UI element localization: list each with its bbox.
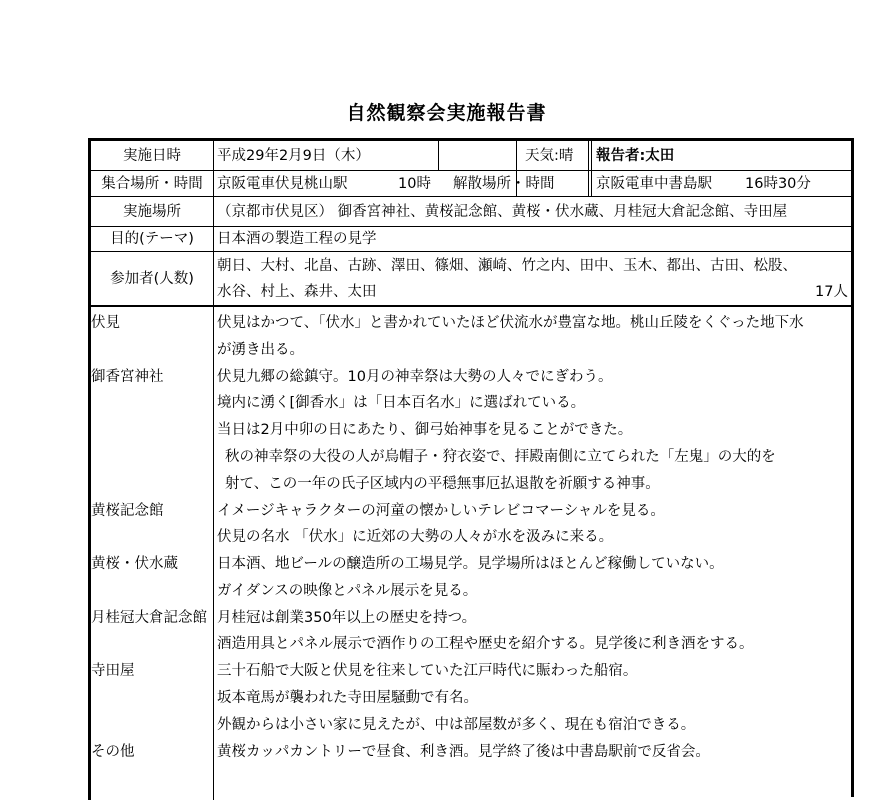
date-label: 実施日時: [123, 148, 181, 164]
meet-label: 集合場所・時間: [101, 176, 203, 192]
row-text: 三十石船で大阪と伏見を往来していた江戸時代に賑わった船宿。: [217, 663, 638, 679]
row-text: 伏見九郷の総鎮守。10月の神幸祭は大勢の人々でにぎわう。: [217, 369, 613, 385]
row-label: 御香宮神社: [91, 369, 164, 385]
header-divider: [438, 141, 439, 170]
participants-label: 参加者(人数): [110, 271, 194, 287]
disperse-place: 京阪電車中書島駅: [596, 176, 712, 192]
row-label: 黄桜・伏水蔵: [91, 556, 178, 572]
purpose-label: 目的(テーマ): [110, 231, 194, 247]
row-text: イメージキャラクターの河童の懐かしいテレビコマーシャルを見る。: [217, 503, 665, 519]
row-text: 伏見はかつて、「伏水」と書かれていたほど伏流水が豊富な地。桃山丘陵をくぐった地下水: [217, 315, 804, 331]
row-text: 伏見の名水 「伏水」に近郊の大勢の人々が水を汲みに来る。: [217, 529, 614, 545]
participants-count: 17人: [815, 284, 848, 300]
purpose-value: 日本酒の製造工程の見学: [217, 231, 377, 247]
row-divider: [88, 196, 851, 197]
row-text: 月桂冠は創業350年以上の歴史を持つ。: [217, 610, 477, 626]
page-title: 自然観察会実施報告書: [346, 102, 547, 124]
row-text: 当日は2月中卯の日にあたり、御弓始神事を見ることができた。: [217, 422, 633, 438]
row-text: 坂本竜馬が襲われた寺田屋騒動で有名。: [217, 690, 478, 706]
row-text: 酒造用具とパネル展示で酒作りの工程や歴史を紹介する。見学後に利き酒をする。: [217, 636, 754, 652]
report-table: [88, 138, 854, 797]
row-label: 伏見: [91, 315, 120, 331]
weather-value: 天気:晴: [525, 148, 574, 164]
row-text: 日本酒、地ビールの醸造所の工場見学。見学場所はほとんど稼働していない。: [217, 556, 724, 572]
label-column-divider: [213, 141, 214, 800]
reporter-value: 報告者:太田: [596, 148, 675, 164]
row-text: 黄桜カッパカントリーで昼食、利き酒。見学終了後は中書島駅前で反省会。: [217, 744, 710, 760]
row-text: 外観からは小さい家に見えたが、中は部屋数が多く、現在も宿泊できる。: [217, 717, 696, 733]
row-text: 境内に湧く[御香水」は「日本百名水」に選ばれている。: [217, 395, 586, 411]
row-text: ガイダンスの映像とパネル展示を見る。: [217, 583, 478, 599]
header-divider: [588, 141, 589, 196]
meet-place: 京阪電車伏見桃山駅: [217, 176, 348, 192]
participants-line1: 朝日、大村、北畠、古跡、澤田、篠畑、瀬崎、竹之内、田中、玉木、都出、古田、松股、: [217, 258, 797, 274]
participants-line2: 水谷、村上、森井、太田: [217, 284, 377, 300]
venue-label: 実施場所: [123, 204, 181, 220]
disperse-time: 16時30分: [745, 176, 811, 192]
disperse-label: 解散場所・時間: [453, 176, 555, 192]
header-divider: [591, 141, 592, 196]
venue-value: （京都市伏見区） 御香宮神社、黄桜記念館、黄桜・伏水蔵、月桂冠大倉記念館、寺田屋: [217, 204, 788, 220]
row-label: 黄桜記念館: [91, 503, 164, 519]
row-label: 寺田屋: [91, 663, 135, 679]
row-divider: [88, 170, 851, 171]
row-divider: [88, 305, 851, 307]
row-label: 月桂冠大倉記念館: [91, 610, 207, 626]
date-value: 平成29年2月9日（木）: [217, 148, 370, 164]
row-text: 秋の神幸祭の大役の人が烏帽子・狩衣姿で、拝殿南側に立てられた「左鬼」の大的を: [225, 449, 776, 465]
meet-time: 10時: [398, 176, 431, 192]
row-divider: [88, 251, 851, 252]
row-text: 射て、この一年の氏子区域内の平穏無事厄払退散を祈願する神事。: [225, 476, 660, 492]
row-label: その他: [91, 744, 135, 760]
row-divider: [88, 226, 851, 227]
row-text: が湧き出る。: [217, 342, 304, 358]
